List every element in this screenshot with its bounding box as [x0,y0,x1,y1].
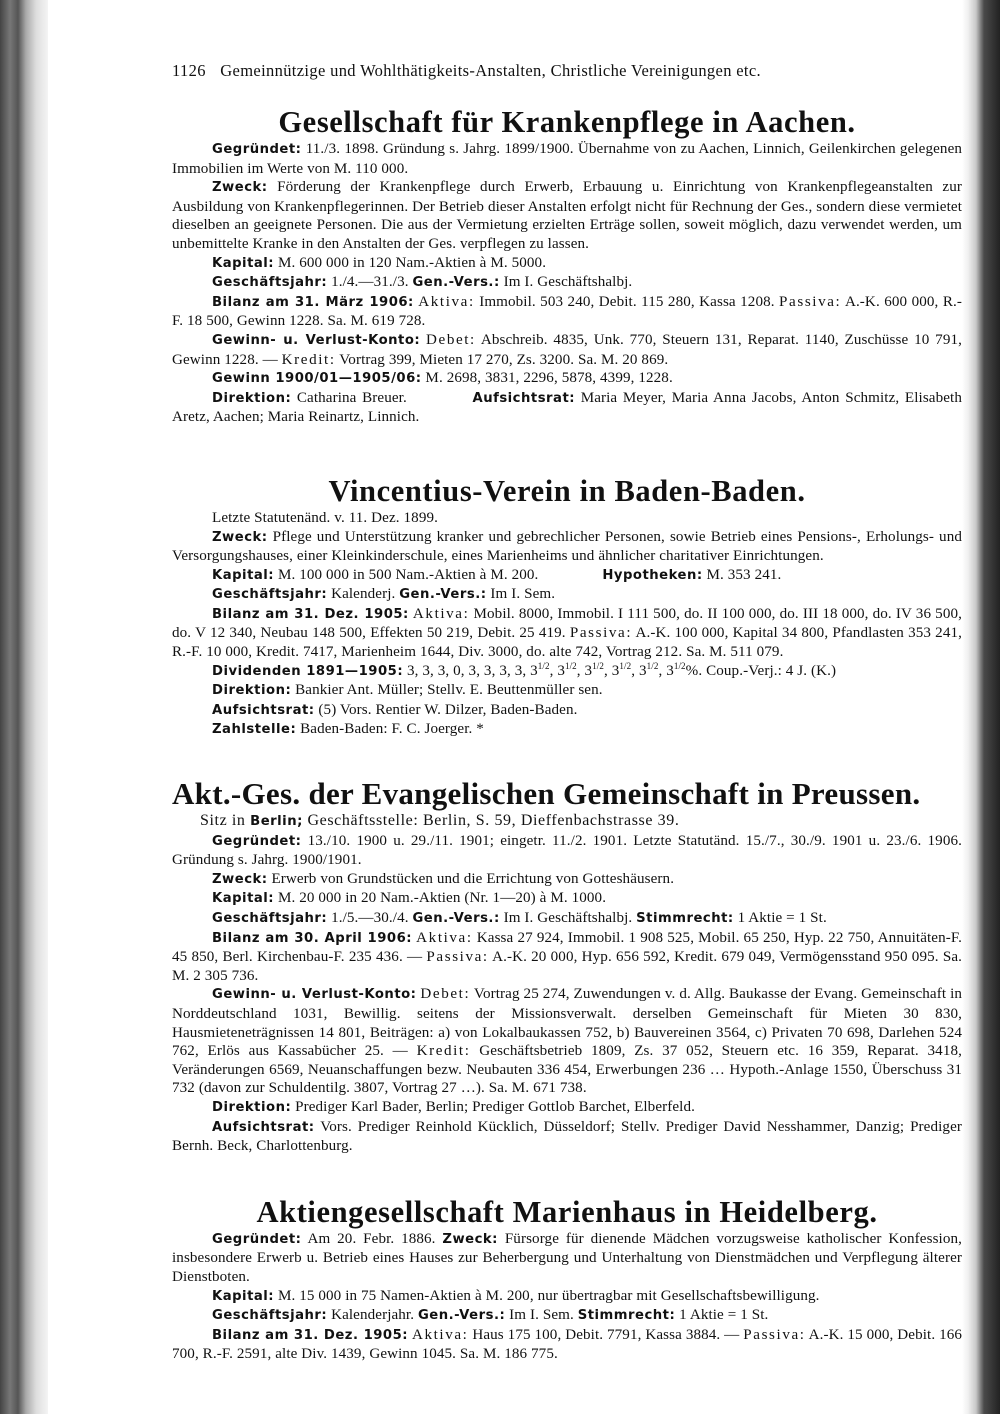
capital-paragraph [172,566,962,586]
general-meeting-label: Gen.-Vers.: [412,911,500,926]
entry-title: Aktiengesellschaft Marienhaus in Heidelberg. [256,1194,878,1229]
liabilities-text: A.-K. 20 000, Hyp. 656 592, Kredit. 679 049, Vermögensstand 950 095. Sa. M. 2 305 736. [172,949,962,984]
voting-right-text: 1 Aktie = 1 St. [737,910,827,926]
credit-text: Geschäftsbetrieb 1809, Zs. 37 052, Steuern etc. 16 359, Reparat. 3418, Veränderungen 6569, Neuanschaffungen bezw. Neubauten 336 454, Erwerbungen 236 … Hypoth.-Anlage 1550, Überschuss 31 732 (davon zur Schuldentilg. 3807, Vortrag 27 …). Sa. M. 671 738. [172,1043,962,1097]
fiscal-year-label: Geschäftsjahr: [212,1308,328,1324]
half-fraction: 1/2 [646,660,659,671]
profit-loss-paragraph [172,985,962,1098]
general-meeting-text: Im I. Sem. [490,586,556,603]
fiscal-year-label: Geschäftsjahr: [212,275,328,291]
fiscal-year-text: Kalenderj. [331,586,396,603]
mortgages-text: M. 353 241. [706,566,782,583]
liabilities-word: Passiva: [569,625,633,642]
seat-prefix: Sitz in [200,812,246,830]
fiscal-year-paragraph [172,1306,962,1326]
fiscal-year-label: Geschäftsjahr: [212,911,328,926]
purpose-text: Erwerb von Grundstücken und die Errichtung von Gotteshäusern. [271,870,675,887]
credit-word: Kredit: [281,351,336,368]
document-page [172,58,962,1398]
management-paragraph [172,681,962,701]
fiscal-year-text: Kalenderjahr. [331,1307,415,1324]
liabilities-text: A.-K. 100 000, Kapital 34 800, Pfandlasten 353 241, R.-F. 10 000, Kredit. 7417, Marienheim 1644, Div. 3000, do. alte 742, Vortrag 212. Sa. M. 511 079. [172,625,962,661]
profit-loss-paragraph [172,331,962,369]
credit-word: Kredit: [416,1043,471,1060]
entry-marienhaus-heidelberg [172,1194,962,1364]
assets-word: Aktiva: [418,293,475,310]
dividends-text-f: , 3 [658,662,674,679]
dividends-paragraph [172,662,962,682]
balance-paragraph [172,605,962,662]
general-meeting-label: Gen.-Vers.: [417,1308,506,1324]
paying-agent-label: Zahlstelle: [212,722,297,738]
entry-evangelische-gemeinschaft-preussen [172,776,962,1156]
capital-paragraph [172,889,962,909]
assets-word: Aktiva: [411,1326,469,1343]
balance-label: Bilanz am 30. April 1906: [212,930,413,946]
voting-right-text: 1 Aktie = 1 St. [679,1307,769,1324]
seat-city: Berlin; [250,814,303,830]
purpose-text: Pflege und Unterstützung kranker und gebrechlicher Personen, sowie Betrieb eines Pensions-, Erholungs- und Versorgungshauses, einer Kleinkinderschule, eines Marienheims und ähnlicher charitativer Einrichtungen. [172,528,962,565]
balance-label: Bilanz am 31. März 1906: [212,294,414,310]
management-label: Direktion: [212,1099,292,1115]
paying-agent-paragraph [172,720,962,740]
capital-label: Kapital: [212,255,275,271]
assets-text: Mobil. 8000, Immobil. I 111 500, do. II 100 000, do. III 18 000, do. IV 36 500, do. V 12 340, Neubau 148 500, Effekten 50 219, Debit. 25 419. [172,605,962,642]
management-text: Bankier Ant. Müller; Stellv. E. Beuttenmüller sen. [295,682,603,699]
profit-history-text: M. 2698, 3831, 2296, 5878, 4399, 1228. [425,370,673,387]
half-fraction: 1/2 [619,660,632,671]
office-address: Geschäftsstelle: Berlin, S. 59, Dieffenbachstrasse 39. [307,812,680,830]
purpose-label: Zweck: [212,529,268,545]
profit-loss-label: Gewinn- u. Verlust-Konto: [212,332,421,348]
liabilities-text: A.-K. 15 000, Debit. 166 700, R.-F. 2591, alte Div. 1439, Gewinn 1045. Sa. M. 186 775. [172,1326,962,1363]
balance-paragraph [172,1326,962,1364]
management-text: Prediger Karl Bader, Berlin; Prediger Gottlob Barchet, Elberfeld. [295,1098,695,1115]
dividends-label: Dividenden 1891—1905: [212,663,404,679]
founded-text: Am 20. Febr. 1886. [307,1230,436,1247]
debit-word: Debet: [420,986,471,1003]
profit-history-label: Gewinn 1900/01—1905/06: [212,371,422,387]
supervisory-board-text: Vors. Prediger Reinhold Kücklich, Düsseldorf; Stellv. Prediger David Nesshammer, Danzig; Prediger Bernh. Beck, Charlottenburg. [172,1118,962,1155]
founded-label: Gegründet: [212,142,302,157]
paying-agent-text: Baden-Baden: F. C. Joerger. * [300,721,484,738]
purpose-label: Zweck: [212,871,268,887]
fiscal-year-text: 1./4.—31./3. [331,274,409,291]
capital-text: M. 100 000 in 500 Nam.-Aktien à M. 200. [277,566,539,583]
debit-word: Debet: [426,331,476,348]
founded-paragraph [172,832,962,870]
dividends-text-a: 3, 3, 3, 0, 3, 3, 3, 3, 3 [406,662,538,679]
statute-paragraph [172,509,962,528]
founded-label: Gegründet: [212,1231,302,1247]
purpose-paragraph [172,178,962,253]
founded-paragraph [172,140,962,178]
running-title: Gemeinnützige und Wohlthätigkeits-Anstalten, Christliche Vereinigungen etc. [220,61,762,80]
debit-text: Abschreib. 4835, Unk. 770, Steuern 131, Reparat. 1140, Zuschüsse 10 791, Gewinn 1228. — [172,331,962,368]
capital-paragraph [172,1287,962,1307]
seat-line [172,812,962,832]
entry-title: Akt.-Ges. der Evangelischen Gemeinschaft in Preussen. [172,776,921,812]
assets-text: Kassa 27 924, Immobil. 1 908 525, Mobil. 65 250, Hyp. 22 750, Annuitäten-F. 45 850, Berl. Kirchenbau-F. 235 436. — [172,929,962,966]
capital-text: M. 20 000 in 20 Nam.-Aktien (Nr. 1—20) à M. 1000. [277,890,607,907]
mortgages-label: Hypotheken: [602,567,703,583]
purpose-label: Zweck: [442,1231,498,1247]
liabilities-word: Passiva: [743,1326,806,1343]
purpose-text: Förderung der Krankenpflege durch Erwerb, Erbauung u. Einrichtung von Krankenpflegeanstalten zur Ausbildung von Krankenpflegerinnen. Der Betrieb dieser Anstalten erfolgt nicht für Rechnung der Ges., sondern diese vermietet dieselben an geeignete Personen. Die aus der Vermietung erzielten Erträge sollen, soweit möglich, dazu verwendet werden, um unbemittelte Kranke in den Anstalten der Ges. verpflegen zu lassen. [172,179,962,252]
page-number: 1126 [172,61,206,80]
purpose-text: Fürsorge für dienende Mädchen vorzugsweise katholischer Konfession, insbesondere Erwerb u. Betrieb eines Hauses zur Beherbergung und Unterhaltung von Dienstmädchen und Verpflegung älterer Dienstboten. [172,1230,962,1285]
management-text: Catharina Breuer. [296,389,407,406]
balance-paragraph [172,293,962,331]
capital-text: M. 15 000 in 75 Namen-Aktien à M. 200, nur übertragbar mit Gesellschaftsbewilligung. [277,1287,820,1304]
general-meeting-label: Gen.-Vers.: [412,275,500,291]
voting-right-label: Stimmrecht: [577,1308,676,1324]
capital-label: Kapital: [212,1288,275,1304]
half-fraction: 1/2 [592,660,605,671]
supervisory-board-text: Maria Meyer, Maria Anna Jacobs, Anton Schmitz, Elisabeth Aretz, Aachen; Maria Reinartz, Linnich. [172,389,962,426]
balance-label: Bilanz am 31. Dez. 1905: [212,1327,409,1343]
fiscal-year-paragraph [172,273,962,293]
dividends-text-c: , 3 [576,662,593,679]
general-meeting-label: Gen.-Vers.: [399,587,487,603]
supervisory-board-paragraph [172,701,962,721]
balance-label: Bilanz am 31. Dez. 1905: [212,606,409,622]
assets-text: Immobil. 503 240, Debit. 115 280, Kassa 1208. [479,293,775,310]
capital-paragraph [172,254,962,274]
fiscal-year-label: Geschäftsjahr: [212,587,328,603]
founded-text: 13./10. 1900 u. 29./11. 1901; eingetr. 11./2. 1901. Letzte Statutänd. 15./7., 30./9. 1901 u. 23./6. 1906. Gründung s. Jahrg. 1900/1901. [172,832,962,869]
liabilities-word: Passiva: [426,949,489,966]
fiscal-year-text: 1./5.—30./4. [331,910,409,926]
balance-paragraph [172,929,962,986]
liabilities-word: Passiva: [779,293,842,310]
half-fraction: 1/2 [673,660,686,671]
capital-label: Kapital: [212,891,275,907]
profit-history-paragraph [172,369,962,389]
scan-binding-shadow-left [0,0,48,1414]
assets-word: Aktiva: [412,605,470,622]
entry-krankenpflege-aachen [172,104,962,427]
purpose-paragraph [172,870,962,890]
entry-title: Gesellschaft für Krankenpflege in Aachen. [278,105,856,139]
fiscal-year-paragraph [172,585,962,605]
assets-text: Haus 175 100, Debit. 7791, Kassa 3884. — [472,1326,740,1343]
fiscal-year-paragraph [172,909,962,929]
founded-label: Gegründet: [212,833,302,849]
supervisory-board-text: (5) Vors. Rentier W. Dilzer, Baden-Baden. [318,701,578,718]
general-meeting-text: Im I. Geschäftshalbj. [503,910,633,926]
purpose-label: Zweck: [212,180,268,196]
dividends-text-d: , 3 [604,662,620,679]
entry-vincentius-verein-baden-baden [172,473,962,740]
dividends-text-b: , 3 [549,662,565,679]
dividends-text-g: %. Coup.-Verj.: 4 J. (K.) [685,662,837,679]
half-fraction: 1/2 [564,660,577,671]
scan-binding-shadow-right [962,0,1000,1414]
credit-text: Vortrag 399, Mieten 17 270, Zs. 3200. Sa. M. 20 869. [339,351,669,368]
management-label: Direktion: [212,390,292,406]
dividends-text-e: , 3 [631,662,647,679]
purpose-paragraph [172,528,962,566]
general-meeting-text: Im I. Sem. [509,1307,574,1324]
supervisory-board-label: Aufsichtsrat: [212,702,315,718]
management-paragraph [172,1098,962,1118]
management-label: Direktion: [212,683,292,699]
founded-text: 11./3. 1898. Gründung s. Jahrg. 1899/1900. Übernahme von zu Aachen, Linnich, Geilenkirchen gelegenen Immobilien im Werte von M. 110 000. [172,141,962,177]
supervisory-board-label: Aufsichtsrat: [212,1119,315,1135]
founded-purpose-paragraph [172,1230,962,1287]
capital-label: Kapital: [212,567,275,583]
assets-word: Aktiva: [416,929,473,946]
debit-text: Vortrag 25 274, Zuwendungen v. d. Allg. Baukasse der Evang. Gemeinschaft in Norddeutschland 1031, Bewillig. seitens der Missionsverwalt. derselben Gemeinschaft für Mieten 30 830, Hausmieteneträgnissen 14 801, Beiträgen: a) von Lokalbaukassen 752, b) Bauvereinen 3564, c) Privaten 70 698, Darlehen 524 762, Erlös aus Kassabücher 25. — [172,986,962,1060]
supervisory-board-label: Aufsichtsrat: [472,390,576,406]
capital-text: M. 600 000 in 120 Nam.-Aktien à M. 5000. [277,254,547,271]
liabilities-text: A.-K. 600 000, R.-F. 18 500, Gewinn 1228. Sa. M. 619 728. [172,293,962,330]
entry-title: Vincentius-Verein in Baden-Baden. [328,473,806,508]
statute-text: Letzte Statutenänd. v. 11. Dez. 1899. [212,509,438,526]
supervisory-board-paragraph [172,1118,962,1156]
profit-loss-label: Gewinn- u. Verlust-Konto: [212,987,417,1003]
half-fraction: 1/2 [537,660,550,671]
voting-right-label: Stimmrecht: [636,911,734,926]
running-header [172,58,962,84]
general-meeting-text: Im I. Geschäftshalbj. [503,274,633,291]
management-paragraph [172,389,962,427]
